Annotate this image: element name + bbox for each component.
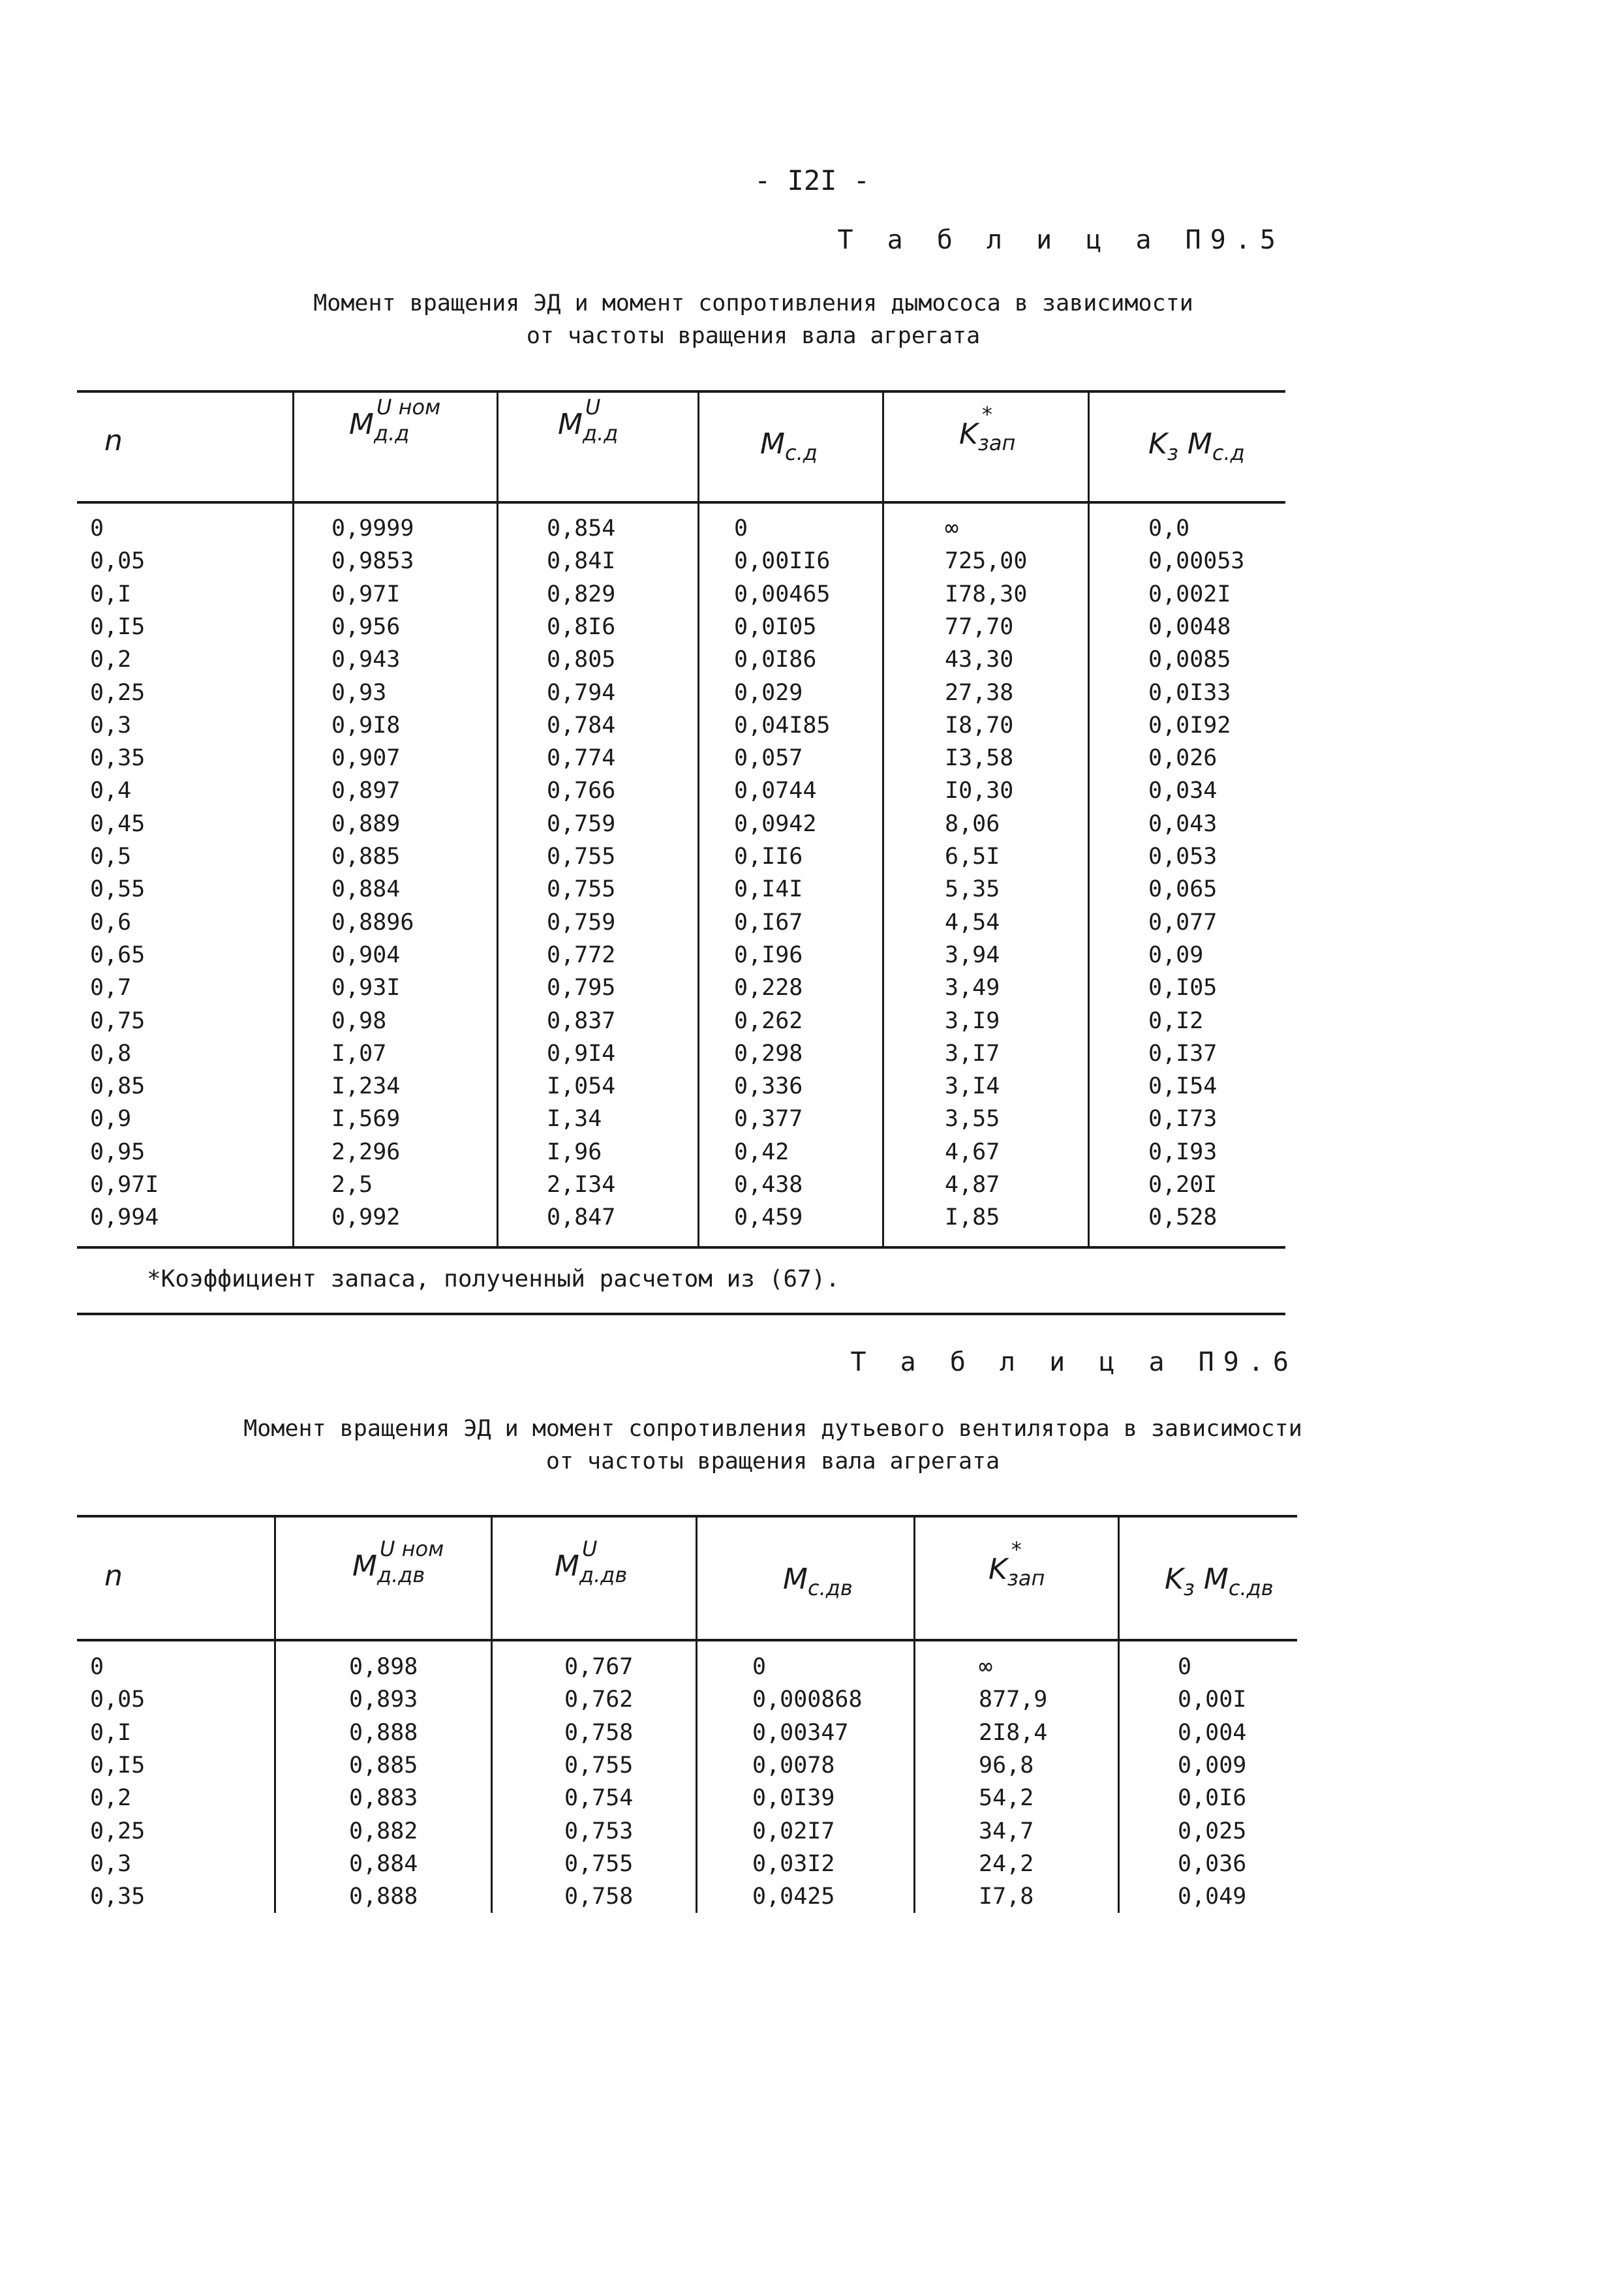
table-cell: 0,907 (331, 745, 401, 772)
table-cell: 0,754 (564, 1785, 634, 1812)
table-cell: 0,755 (564, 1752, 634, 1778)
table-cell: 0,759 (547, 909, 616, 936)
table-cell: 0,753 (564, 1818, 634, 1844)
table-cell: 0,889 (331, 810, 401, 837)
table-cell: 0,35 (90, 745, 146, 772)
table-cell: 0,772 (547, 941, 616, 968)
column-header-k-zap: K * $_{зап}$ (959, 402, 1016, 455)
table-label-p9-6: Т а б л и ц а П9.6 (850, 1347, 1298, 1377)
table-header-rule (77, 1639, 1297, 1641)
table-cell: 0,077 (1148, 909, 1218, 936)
table-cell: 0,882 (349, 1818, 418, 1844)
table-cell: 34,7 (979, 1818, 1034, 1844)
table-cell: 3,I4 (945, 1073, 1000, 1100)
table-cell: 0,837 (547, 1007, 616, 1034)
table-cell: 0,9I4 (547, 1040, 616, 1067)
table-cell: 0,0I39 (752, 1785, 835, 1812)
table-cell: 0,883 (349, 1785, 418, 1812)
table-cell: 0,93I (331, 975, 401, 1001)
table-cell: 0,I (90, 1719, 132, 1746)
table-cell: 0,8 (90, 1040, 132, 1067)
table-cell: 0,298 (734, 1040, 803, 1067)
table-cell: 0,888 (349, 1884, 418, 1910)
table-cell: 0 (1178, 1654, 1192, 1680)
table-cell: 0,009 (1178, 1752, 1247, 1778)
table-cell: 0,885 (349, 1752, 418, 1778)
table-cell: 0,762 (564, 1686, 634, 1713)
table-cell: 0,98 (331, 1007, 387, 1034)
table-cell: 0,459 (734, 1204, 803, 1231)
table-cell: 0,053 (1148, 844, 1218, 870)
table-cell: 0,03I2 (752, 1850, 835, 1877)
table-cell: 0,036 (1178, 1850, 1247, 1877)
table-cell: 0,05 (90, 1686, 146, 1713)
table-cell: 0,774 (547, 745, 616, 772)
table-cell: 0,04I85 (734, 712, 831, 739)
table-cell: 0,893 (349, 1686, 418, 1713)
table-cell: 0,I4I (734, 876, 803, 903)
table-cell: 0,95 (90, 1138, 146, 1165)
column-divider (274, 1515, 276, 1913)
table-cell: 0,2 (90, 647, 132, 673)
table-cell: 0,854 (547, 515, 616, 541)
table-top-rule (77, 1515, 1297, 1518)
table-cell: 0,00053 (1148, 548, 1245, 575)
table-cell: 0,0I6 (1178, 1785, 1247, 1812)
table-cell: 0,I93 (1148, 1138, 1218, 1165)
column-header-k-zap: K * $_{зап}$ (988, 1537, 1045, 1591)
table-cell: 3,49 (945, 975, 1000, 1001)
table-cell: 0,029 (734, 679, 803, 706)
table-cell: 0,2 (90, 1785, 132, 1812)
table-cell: I7,8 (979, 1884, 1034, 1910)
table-cell: 0,8896 (331, 909, 414, 936)
column-header-n: n (104, 1559, 123, 1593)
table-cell: 0,7 (90, 975, 132, 1001)
table-cell: 877,9 (979, 1686, 1048, 1713)
table-cell: I,96 (547, 1138, 602, 1165)
table-cell: 0,885 (331, 844, 401, 870)
caption-line: Момент вращения ЭД и момент сопротивления дутьевого вентилятора в зависимости (243, 1416, 1302, 1442)
table-cell: 0,049 (1178, 1884, 1247, 1910)
table-cell: 0,002I (1148, 581, 1231, 607)
table-cell: 0,9999 (331, 515, 414, 541)
column-divider (491, 1515, 493, 1913)
table-cell: 3,55 (945, 1106, 1000, 1133)
table-cell: 0,05 (90, 548, 146, 575)
table-cell: 0,755 (564, 1850, 634, 1877)
caption-line: Момент вращения ЭД и момент сопротивления дымососа в зависимости (313, 290, 1193, 316)
column-header-m-dd-unom: M U ном $_{д.д}$ (349, 395, 441, 446)
column-divider (882, 390, 884, 1247)
table-cell: 0,0048 (1148, 613, 1231, 640)
table-cell: 0,20I (1148, 1172, 1218, 1198)
table-cell: 54,2 (979, 1785, 1034, 1812)
table-cell: 725,00 (945, 548, 1028, 575)
table-cell: 0,65 (90, 941, 146, 968)
table-cell: 0,0I86 (734, 647, 817, 673)
table-cell: 8,06 (945, 810, 1000, 837)
table-cell: 0,02I7 (752, 1818, 835, 1844)
table-cell: I3,58 (945, 745, 1014, 772)
table-cell: 0,55 (90, 876, 146, 903)
table-cell: 0,4 (90, 778, 132, 804)
table-cell: 0,35 (90, 1884, 146, 1910)
table-cell: 0,758 (564, 1719, 634, 1746)
column-header-m-ddv-unom: M U ном $_{д.дв}$ (352, 1536, 444, 1587)
table-cell: ∞ (979, 1654, 993, 1680)
table-cell: 0,0078 (752, 1752, 835, 1778)
table-cell: 0,956 (331, 613, 401, 640)
table-cell: 0,794 (547, 679, 616, 706)
footnote: *Коэффициент запаса, полученный расчетом из (67). (147, 1266, 840, 1292)
table-cell: 0,000868 (752, 1686, 863, 1713)
table-cell: 0,994 (90, 1204, 159, 1231)
table-cell: 0,758 (564, 1884, 634, 1910)
table-cell: 0,784 (547, 712, 616, 739)
column-header-m-dd-u: M U $_{д.д}$ (558, 395, 619, 446)
table-cell: 0,85 (90, 1073, 146, 1100)
table-cell: 96,8 (979, 1752, 1034, 1778)
table-cell: 0,3 (90, 1850, 132, 1877)
table-cell: I0,30 (945, 778, 1014, 804)
table-cell: 0,8I6 (547, 613, 616, 640)
table-cell: 0,0 (1148, 515, 1190, 541)
table-cell: 0,25 (90, 679, 146, 706)
table-label-p9-5: Т а б л и ц а П9.5 (837, 225, 1285, 255)
table-cell: 3,I9 (945, 1007, 1000, 1034)
table-cell: 24,2 (979, 1850, 1034, 1877)
table-cell: 0,I67 (734, 909, 803, 936)
table-cell: 0,262 (734, 1007, 803, 1034)
table-cell: 0,I (90, 581, 132, 607)
table-cell: 6,5I (945, 844, 1000, 870)
table-cell: 0,026 (1148, 745, 1218, 772)
table-cell: 0,75 (90, 1007, 146, 1034)
table-cell: I,569 (331, 1106, 401, 1133)
caption-line: от частоты вращения вала агрегата (526, 323, 981, 349)
table-cell: 2I8,4 (979, 1719, 1048, 1746)
table-cell: 0,9I8 (331, 712, 401, 739)
caption-line: от частоты вращения вала агрегата (545, 1448, 1000, 1474)
table-cell: 4,54 (945, 909, 1000, 936)
column-divider (913, 1515, 915, 1913)
table-header-rule (77, 501, 1285, 504)
table-cell: 0,9853 (331, 548, 414, 575)
table-cell: 0,897 (331, 778, 401, 804)
column-header-m-sd: $M_{с.д}$ (760, 427, 818, 465)
table-cell: 0,884 (349, 1850, 418, 1877)
table-cell: 0,528 (1148, 1204, 1218, 1231)
table-cell: 0,034 (1148, 778, 1218, 804)
table-cell: 0,767 (564, 1654, 634, 1680)
table-cell: 43,30 (945, 647, 1014, 673)
table-cell: 0,93 (331, 679, 387, 706)
table-cell: 0,004 (1178, 1719, 1247, 1746)
table-cell: 0,795 (547, 975, 616, 1001)
table-cell: 0,805 (547, 647, 616, 673)
table-cell: 0 (90, 515, 104, 541)
table-cell: 2,I34 (547, 1172, 616, 1198)
table-cell: 0,00II6 (734, 548, 831, 575)
table-cell: 0,09 (1148, 941, 1204, 968)
column-header-kz-msd: $K_з$ $M_{с.д}$ (1148, 427, 1245, 465)
table-cell: 0,00465 (734, 581, 831, 607)
table-cell: I,054 (547, 1073, 616, 1100)
table-cell: 0,043 (1148, 810, 1218, 837)
column-divider (292, 390, 294, 1247)
table-cell: 0,847 (547, 1204, 616, 1231)
table-cell: 0,904 (331, 941, 401, 968)
table-cell: 4,67 (945, 1138, 1000, 1165)
table-cell: 5,35 (945, 876, 1000, 903)
column-divider (696, 1515, 697, 1913)
table-cell: ∞ (945, 515, 959, 541)
table-cell: I8,70 (945, 712, 1014, 739)
column-header-n: n (104, 424, 123, 457)
table-cell: 0,9 (90, 1106, 132, 1133)
table-cell: 0,00347 (752, 1719, 849, 1746)
page-number: - I2I - (754, 164, 870, 196)
column-divider (497, 390, 498, 1247)
table-cell: 0,0I05 (734, 613, 817, 640)
table-cell: I78,30 (945, 581, 1028, 607)
column-header-kz-msdv: $K_з$ $M_{с.дв}$ (1165, 1563, 1274, 1600)
column-header-m-ddv-u: M U $_{д.дв}$ (555, 1536, 628, 1587)
footnote-rule (77, 1313, 1285, 1315)
table-cell: 0,6 (90, 909, 132, 936)
column-divider (1118, 1515, 1120, 1913)
table-cell: 0,228 (734, 975, 803, 1001)
table-cell: 4,87 (945, 1172, 1000, 1198)
table-cell: 0,884 (331, 876, 401, 903)
table-cell: 0,0I92 (1148, 712, 1231, 739)
table-cell: 0,0942 (734, 810, 817, 837)
table-cell: 0,3 (90, 712, 132, 739)
table-cell: 3,I7 (945, 1040, 1000, 1067)
table-cell: I,85 (945, 1204, 1000, 1231)
table-cell: 2,5 (331, 1172, 373, 1198)
table-cell: 0,I2 (1148, 1007, 1204, 1034)
table-bottom-rule (77, 1246, 1285, 1249)
table-cell: 0,45 (90, 810, 146, 837)
table-cell: 0,5 (90, 844, 132, 870)
table-cell: I,34 (547, 1106, 602, 1133)
table-cell: 0,755 (547, 844, 616, 870)
table-cell: 0,84I (547, 548, 616, 575)
table-cell: 0,025 (1178, 1818, 1247, 1844)
table-cell: 0,I54 (1148, 1073, 1218, 1100)
table-cell: 0 (90, 1654, 104, 1680)
table-caption-p9-6 (0, 1412, 1585, 1478)
table-cell: 0 (752, 1654, 767, 1680)
table-cell: 2,296 (331, 1138, 401, 1165)
table-cell: 0,438 (734, 1172, 803, 1198)
table-cell: 0,336 (734, 1073, 803, 1100)
table-cell: 0,992 (331, 1204, 401, 1231)
table-cell: 0,I37 (1148, 1040, 1218, 1067)
table-cell: 0,0085 (1148, 647, 1231, 673)
table-cell: 0,888 (349, 1719, 418, 1746)
table-cell: 0,755 (547, 876, 616, 903)
table-cell: 0,I5 (90, 1752, 146, 1778)
table-cell: 0,759 (547, 810, 616, 837)
table-cell: 77,70 (945, 613, 1014, 640)
table-cell: 0 (734, 515, 748, 541)
table-cell: 0,0425 (752, 1884, 835, 1910)
table-cell: 0,I5 (90, 613, 146, 640)
table-cell: 27,38 (945, 679, 1014, 706)
table-cell: 0,065 (1148, 876, 1218, 903)
table-cell: 0,766 (547, 778, 616, 804)
table-cell: 0,00I (1178, 1686, 1247, 1713)
table-cell: I,234 (331, 1073, 401, 1100)
table-caption-p9-5 (0, 287, 1565, 352)
table-cell: 0,97I (90, 1172, 159, 1198)
table-cell: 0,377 (734, 1106, 803, 1133)
table-cell: 0,97I (331, 581, 401, 607)
table-top-rule (77, 390, 1285, 393)
column-divider (697, 390, 699, 1247)
table-cell: 0,943 (331, 647, 401, 673)
table-cell: 0,0744 (734, 778, 817, 804)
table-cell: 0,I05 (1148, 975, 1218, 1001)
table-cell: 0,42 (734, 1138, 789, 1165)
column-header-m-sdv: $M_{с.дв}$ (783, 1563, 853, 1600)
table-cell: 0,057 (734, 745, 803, 772)
table-cell: 3,94 (945, 941, 1000, 968)
column-divider (1088, 390, 1090, 1247)
table-cell: 0,0I33 (1148, 679, 1231, 706)
table-cell: 0,II6 (734, 844, 803, 870)
table-cell: 0,I73 (1148, 1106, 1218, 1133)
table-cell: 0,829 (547, 581, 616, 607)
table-cell: 0,25 (90, 1818, 146, 1844)
table-cell: I,07 (331, 1040, 387, 1067)
table-cell: 0,898 (349, 1654, 418, 1680)
table-cell: 0,I96 (734, 941, 803, 968)
